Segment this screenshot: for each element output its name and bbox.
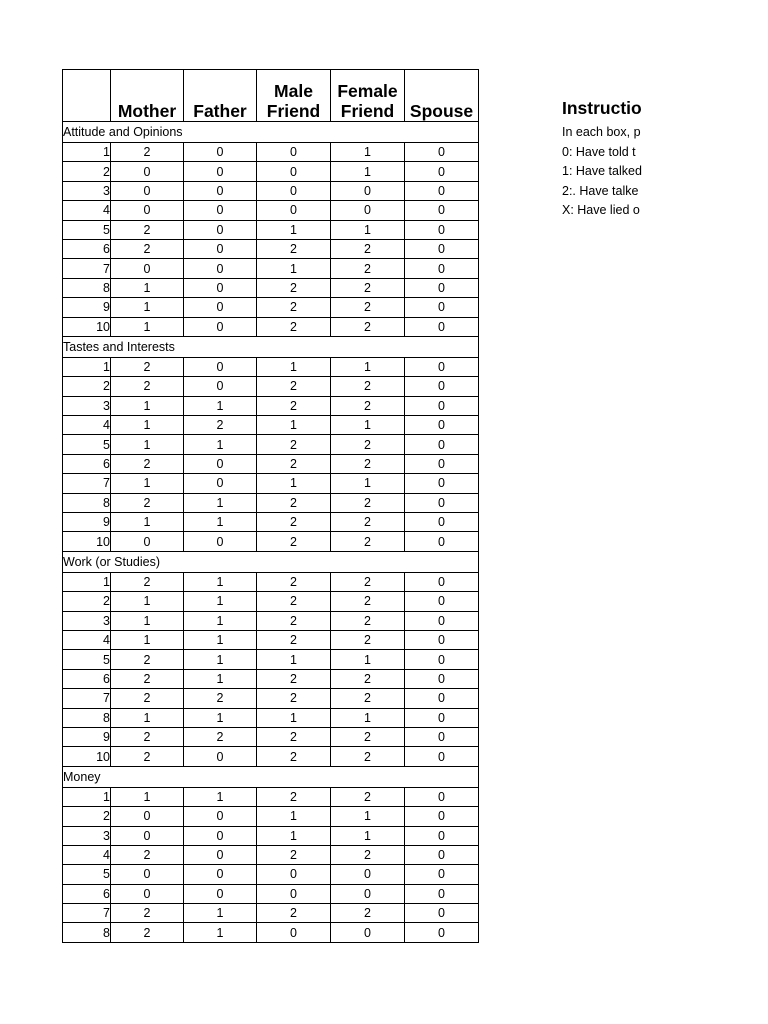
- cell-spouse: 0: [405, 396, 479, 415]
- section-title: Work (or Studies): [63, 551, 479, 572]
- cell-female-friend: 2: [331, 572, 405, 591]
- cell-female-friend: 2: [331, 845, 405, 864]
- header-female-friend-line1: Female: [337, 81, 398, 101]
- cell-spouse: 0: [405, 513, 479, 532]
- table-row: [63, 259, 479, 278]
- cell-male-friend: 1: [257, 826, 331, 845]
- row-number: 1: [63, 572, 111, 591]
- table-row: [63, 787, 479, 806]
- cell-spouse: 0: [405, 787, 479, 806]
- cell-father: 0: [184, 278, 257, 297]
- header-row: [63, 70, 479, 122]
- row-number: 10: [63, 747, 111, 766]
- cell-female-friend: 2: [331, 513, 405, 532]
- section-header-row: [63, 766, 479, 787]
- cell-spouse: 0: [405, 884, 479, 903]
- table-row: [63, 513, 479, 532]
- row-number: 9: [63, 298, 111, 317]
- cell-mother: 1: [111, 611, 184, 630]
- instruction-line: X: Have lied o: [562, 203, 640, 217]
- cell-spouse: 0: [405, 747, 479, 766]
- header-male-friend-line2: Friend: [266, 101, 321, 121]
- table-body: [63, 122, 479, 943]
- header-male-friend-line1: Male: [274, 81, 313, 101]
- instructions-panel: [562, 96, 768, 221]
- cell-spouse: 0: [405, 143, 479, 162]
- cell-mother: 0: [111, 259, 184, 278]
- cell-male-friend: 2: [257, 513, 331, 532]
- cell-male-friend: 1: [257, 650, 331, 669]
- cell-female-friend: 1: [331, 357, 405, 376]
- cell-father: 1: [184, 787, 257, 806]
- header-spouse-line: Spouse: [409, 101, 474, 121]
- cell-male-friend: 2: [257, 611, 331, 630]
- cell-female-friend: 1: [331, 143, 405, 162]
- row-number: 5: [63, 220, 111, 239]
- cell-father: 1: [184, 669, 257, 688]
- cell-father: 0: [184, 259, 257, 278]
- cell-male-friend: 2: [257, 572, 331, 591]
- cell-male-friend: 0: [257, 923, 331, 942]
- cell-male-friend: 0: [257, 143, 331, 162]
- row-number: 6: [63, 884, 111, 903]
- table-row: [63, 807, 479, 826]
- cell-father: 1: [184, 650, 257, 669]
- cell-father: 2: [184, 689, 257, 708]
- cell-male-friend: 2: [257, 396, 331, 415]
- cell-spouse: 0: [405, 807, 479, 826]
- cell-male-friend: 0: [257, 865, 331, 884]
- cell-spouse: 0: [405, 317, 479, 336]
- row-number: 7: [63, 904, 111, 923]
- cell-mother: 2: [111, 650, 184, 669]
- cell-spouse: 0: [405, 865, 479, 884]
- cell-mother: 2: [111, 747, 184, 766]
- cell-male-friend: 1: [257, 474, 331, 493]
- row-number: 4: [63, 845, 111, 864]
- cell-female-friend: 1: [331, 708, 405, 727]
- header-female-friend: [331, 70, 405, 122]
- cell-male-friend: 2: [257, 727, 331, 746]
- row-number: 5: [63, 650, 111, 669]
- cell-father: 1: [184, 396, 257, 415]
- table-row: [63, 474, 479, 493]
- cell-spouse: 0: [405, 689, 479, 708]
- cell-mother: 2: [111, 669, 184, 688]
- row-number: 4: [63, 201, 111, 220]
- cell-father: 1: [184, 435, 257, 454]
- cell-male-friend: 2: [257, 904, 331, 923]
- cell-female-friend: 1: [331, 807, 405, 826]
- header-number: [63, 70, 111, 122]
- cell-male-friend: 2: [257, 317, 331, 336]
- disclosure-table: [62, 69, 479, 943]
- table-row: [63, 650, 479, 669]
- section-title: Attitude and Opinions: [63, 122, 479, 143]
- cell-male-friend: 1: [257, 357, 331, 376]
- cell-father: 0: [184, 826, 257, 845]
- cell-mother: 1: [111, 317, 184, 336]
- table-row: [63, 845, 479, 864]
- cell-female-friend: 2: [331, 787, 405, 806]
- cell-female-friend: 1: [331, 474, 405, 493]
- table-row: [63, 435, 479, 454]
- cell-spouse: 0: [405, 493, 479, 512]
- row-number: 2: [63, 592, 111, 611]
- table-row: [63, 611, 479, 630]
- row-number: 7: [63, 474, 111, 493]
- cell-female-friend: 0: [331, 201, 405, 220]
- cell-mother: 0: [111, 807, 184, 826]
- cell-male-friend: 1: [257, 807, 331, 826]
- cell-mother: 1: [111, 435, 184, 454]
- cell-female-friend: 2: [331, 747, 405, 766]
- table-row: [63, 493, 479, 512]
- cell-father: 0: [184, 807, 257, 826]
- cell-mother: 1: [111, 278, 184, 297]
- table-row: [63, 923, 479, 942]
- cell-father: 0: [184, 239, 257, 258]
- cell-father: 1: [184, 708, 257, 727]
- row-number: 1: [63, 787, 111, 806]
- row-number: 1: [63, 143, 111, 162]
- cell-male-friend: 0: [257, 181, 331, 200]
- cell-mother: 1: [111, 630, 184, 649]
- row-number: 10: [63, 532, 111, 551]
- row-number: 9: [63, 513, 111, 532]
- cell-male-friend: 2: [257, 493, 331, 512]
- cell-female-friend: 0: [331, 884, 405, 903]
- table-row: [63, 904, 479, 923]
- cell-female-friend: 0: [331, 181, 405, 200]
- cell-mother: 1: [111, 592, 184, 611]
- table-row: [63, 884, 479, 903]
- cell-father: 1: [184, 904, 257, 923]
- header-female-friend-line2: Friend: [340, 101, 395, 121]
- cell-female-friend: 1: [331, 650, 405, 669]
- table-row: [63, 572, 479, 591]
- table-row: [63, 396, 479, 415]
- row-number: 8: [63, 923, 111, 942]
- cell-spouse: 0: [405, 162, 479, 181]
- row-number: 9: [63, 727, 111, 746]
- cell-male-friend: 2: [257, 239, 331, 258]
- cell-male-friend: 2: [257, 747, 331, 766]
- header-father-line: Father: [193, 101, 247, 121]
- table-row: [63, 592, 479, 611]
- cell-mother: 2: [111, 572, 184, 591]
- table-row: [63, 689, 479, 708]
- cell-female-friend: 1: [331, 416, 405, 435]
- cell-spouse: 0: [405, 435, 479, 454]
- cell-mother: 1: [111, 474, 184, 493]
- cell-spouse: 0: [405, 377, 479, 396]
- cell-spouse: 0: [405, 239, 479, 258]
- table-row: [63, 454, 479, 473]
- cell-female-friend: 0: [331, 865, 405, 884]
- table-row: [63, 708, 479, 727]
- cell-father: 0: [184, 317, 257, 336]
- cell-female-friend: 2: [331, 377, 405, 396]
- cell-female-friend: 2: [331, 259, 405, 278]
- cell-female-friend: 2: [331, 727, 405, 746]
- cell-spouse: 0: [405, 259, 479, 278]
- row-number: 4: [63, 630, 111, 649]
- table-row: [63, 317, 479, 336]
- table-row: [63, 239, 479, 258]
- cell-mother: 2: [111, 845, 184, 864]
- row-number: 5: [63, 435, 111, 454]
- cell-father: 0: [184, 201, 257, 220]
- row-number: 2: [63, 807, 111, 826]
- cell-female-friend: 1: [331, 220, 405, 239]
- table-row: [63, 181, 479, 200]
- row-number: 3: [63, 181, 111, 200]
- row-number: 7: [63, 689, 111, 708]
- cell-mother: 0: [111, 826, 184, 845]
- cell-female-friend: 2: [331, 454, 405, 473]
- table-row: [63, 143, 479, 162]
- cell-mother: 2: [111, 904, 184, 923]
- cell-female-friend: 2: [331, 493, 405, 512]
- cell-female-friend: 2: [331, 532, 405, 551]
- cell-father: 1: [184, 611, 257, 630]
- cell-spouse: 0: [405, 474, 479, 493]
- instructions-title: Instructio: [562, 98, 642, 118]
- cell-mother: 2: [111, 357, 184, 376]
- row-number: 5: [63, 865, 111, 884]
- cell-mother: 2: [111, 239, 184, 258]
- cell-father: 1: [184, 493, 257, 512]
- section-title: Money: [63, 766, 479, 787]
- cell-father: 1: [184, 630, 257, 649]
- table-row: [63, 201, 479, 220]
- cell-mother: 0: [111, 865, 184, 884]
- row-number: 6: [63, 239, 111, 258]
- cell-female-friend: 1: [331, 162, 405, 181]
- cell-mother: 1: [111, 298, 184, 317]
- row-number: 7: [63, 259, 111, 278]
- cell-mother: 0: [111, 162, 184, 181]
- cell-father: 0: [184, 532, 257, 551]
- cell-female-friend: 2: [331, 689, 405, 708]
- table-row: [63, 416, 479, 435]
- cell-spouse: 0: [405, 532, 479, 551]
- cell-male-friend: 0: [257, 162, 331, 181]
- cell-female-friend: 2: [331, 435, 405, 454]
- cell-spouse: 0: [405, 278, 479, 297]
- cell-spouse: 0: [405, 826, 479, 845]
- cell-mother: 2: [111, 143, 184, 162]
- cell-mother: 2: [111, 493, 184, 512]
- cell-spouse: 0: [405, 630, 479, 649]
- table-row: [63, 377, 479, 396]
- cell-mother: 0: [111, 201, 184, 220]
- cell-father: 0: [184, 454, 257, 473]
- cell-mother: 2: [111, 923, 184, 942]
- cell-father: 0: [184, 298, 257, 317]
- cell-spouse: 0: [405, 592, 479, 611]
- cell-male-friend: 2: [257, 435, 331, 454]
- cell-father: 0: [184, 162, 257, 181]
- row-number: 8: [63, 493, 111, 512]
- table-row: [63, 532, 479, 551]
- cell-male-friend: 2: [257, 592, 331, 611]
- instruction-line: 1: Have talked: [562, 164, 642, 178]
- table-row: [63, 357, 479, 376]
- cell-father: 2: [184, 416, 257, 435]
- cell-spouse: 0: [405, 572, 479, 591]
- cell-male-friend: 2: [257, 377, 331, 396]
- cell-female-friend: 2: [331, 396, 405, 415]
- cell-spouse: 0: [405, 416, 479, 435]
- cell-father: 0: [184, 377, 257, 396]
- cell-male-friend: 1: [257, 220, 331, 239]
- cell-male-friend: 2: [257, 532, 331, 551]
- cell-male-friend: 1: [257, 416, 331, 435]
- cell-spouse: 0: [405, 201, 479, 220]
- header-father: [184, 70, 257, 122]
- cell-mother: 2: [111, 454, 184, 473]
- cell-father: 1: [184, 572, 257, 591]
- row-number: 8: [63, 278, 111, 297]
- cell-male-friend: 0: [257, 884, 331, 903]
- header-spouse: [405, 70, 479, 122]
- cell-father: 0: [184, 220, 257, 239]
- table-row: [63, 865, 479, 884]
- table-row: [63, 298, 479, 317]
- section-title: Tastes and Interests: [63, 336, 479, 357]
- cell-mother: 2: [111, 689, 184, 708]
- cell-male-friend: 2: [257, 278, 331, 297]
- cell-male-friend: 2: [257, 787, 331, 806]
- cell-female-friend: 2: [331, 592, 405, 611]
- cell-female-friend: 2: [331, 298, 405, 317]
- row-number: 3: [63, 611, 111, 630]
- row-number: 10: [63, 317, 111, 336]
- cell-spouse: 0: [405, 904, 479, 923]
- cell-female-friend: 2: [331, 278, 405, 297]
- table-row: [63, 162, 479, 181]
- cell-spouse: 0: [405, 923, 479, 942]
- cell-father: 0: [184, 143, 257, 162]
- cell-female-friend: 2: [331, 611, 405, 630]
- cell-father: 1: [184, 592, 257, 611]
- cell-spouse: 0: [405, 357, 479, 376]
- cell-father: 2: [184, 727, 257, 746]
- table-row: [63, 278, 479, 297]
- cell-father: 0: [184, 747, 257, 766]
- cell-spouse: 0: [405, 727, 479, 746]
- cell-father: 0: [184, 884, 257, 903]
- table-row: [63, 220, 479, 239]
- cell-mother: 2: [111, 220, 184, 239]
- cell-female-friend: 2: [331, 630, 405, 649]
- table-row: [63, 826, 479, 845]
- cell-father: 0: [184, 865, 257, 884]
- cell-male-friend: 0: [257, 201, 331, 220]
- section-header-row: [63, 122, 479, 143]
- cell-mother: 0: [111, 181, 184, 200]
- header-mother-line: Mother: [117, 101, 177, 121]
- cell-female-friend: 2: [331, 317, 405, 336]
- cell-father: 0: [184, 181, 257, 200]
- cell-female-friend: 1: [331, 826, 405, 845]
- table-row: [63, 727, 479, 746]
- row-number: 1: [63, 357, 111, 376]
- cell-father: 1: [184, 513, 257, 532]
- cell-mother: 0: [111, 532, 184, 551]
- row-number: 3: [63, 826, 111, 845]
- cell-father: 0: [184, 474, 257, 493]
- row-number: 6: [63, 669, 111, 688]
- cell-mother: 0: [111, 884, 184, 903]
- cell-mother: 1: [111, 708, 184, 727]
- cell-spouse: 0: [405, 611, 479, 630]
- cell-spouse: 0: [405, 669, 479, 688]
- cell-male-friend: 2: [257, 454, 331, 473]
- cell-female-friend: 2: [331, 239, 405, 258]
- cell-male-friend: 1: [257, 259, 331, 278]
- cell-mother: 1: [111, 396, 184, 415]
- header-mother: [111, 70, 184, 122]
- row-number: 6: [63, 454, 111, 473]
- table-row: [63, 747, 479, 766]
- cell-male-friend: 2: [257, 298, 331, 317]
- cell-father: 1: [184, 923, 257, 942]
- instruction-line: 2:. Have talke: [562, 183, 639, 198]
- row-number: 3: [63, 396, 111, 415]
- cell-male-friend: 2: [257, 689, 331, 708]
- cell-female-friend: 0: [331, 923, 405, 942]
- cell-mother: 1: [111, 787, 184, 806]
- section-header-row: [63, 336, 479, 357]
- cell-spouse: 0: [405, 650, 479, 669]
- table-row: [63, 669, 479, 688]
- section-header-row: [63, 551, 479, 572]
- cell-spouse: 0: [405, 708, 479, 727]
- cell-male-friend: 2: [257, 669, 331, 688]
- cell-spouse: 0: [405, 220, 479, 239]
- instruction-line: 0: Have told t: [562, 144, 636, 159]
- row-number: 4: [63, 416, 111, 435]
- cell-father: 0: [184, 357, 257, 376]
- cell-mother: 1: [111, 513, 184, 532]
- table-row: [63, 630, 479, 649]
- cell-mother: 1: [111, 416, 184, 435]
- cell-father: 0: [184, 845, 257, 864]
- cell-male-friend: 2: [257, 630, 331, 649]
- cell-spouse: 0: [405, 454, 479, 473]
- cell-mother: 2: [111, 377, 184, 396]
- cell-mother: 2: [111, 727, 184, 746]
- cell-male-friend: 2: [257, 845, 331, 864]
- row-number: 2: [63, 162, 111, 181]
- cell-female-friend: 2: [331, 904, 405, 923]
- header-male-friend: [257, 70, 331, 122]
- cell-spouse: 0: [405, 298, 479, 317]
- cell-spouse: 0: [405, 845, 479, 864]
- instruction-line: In each box, p: [562, 125, 641, 139]
- row-number: 2: [63, 377, 111, 396]
- cell-female-friend: 2: [331, 669, 405, 688]
- cell-male-friend: 1: [257, 708, 331, 727]
- row-number: 8: [63, 708, 111, 727]
- cell-spouse: 0: [405, 181, 479, 200]
